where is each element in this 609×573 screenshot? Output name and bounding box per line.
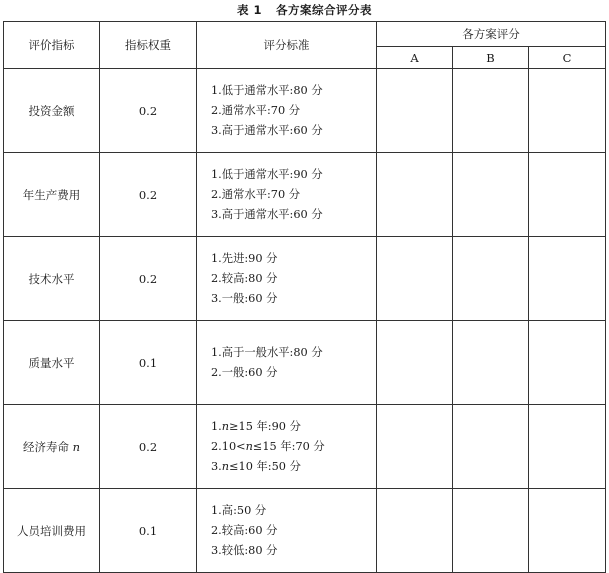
score-cell-b <box>453 489 529 573</box>
indicator-cell: 年生产费用 <box>4 153 100 237</box>
header-indicator: 评价指标 <box>4 22 100 69</box>
criteria-cell <box>197 237 377 321</box>
criteria-line: 2.通常水平:70 分 <box>211 103 301 117</box>
table-row <box>4 69 606 153</box>
criteria-cell <box>197 405 377 489</box>
criteria-line: 3.高于通常水平:60 分 <box>211 207 323 221</box>
criteria-line: 1.低于通常水平:80 分 <box>211 83 323 97</box>
weight-cell: 0.1 <box>100 489 197 573</box>
criteria-line: 2.通常水平:70 分 <box>211 187 301 201</box>
table-row <box>4 153 606 237</box>
score-cell-c <box>529 153 606 237</box>
score-cell-c <box>529 321 606 405</box>
caption-title: 各方案综合评分表 <box>276 3 372 17</box>
weight-cell: 0.2 <box>100 405 197 489</box>
table-row <box>4 321 606 405</box>
score-cell-b <box>453 153 529 237</box>
indicator-cell: 技术水平 <box>4 237 100 321</box>
criteria-line: 1.低于通常水平:90 分 <box>211 167 323 181</box>
score-cell-c <box>529 69 606 153</box>
criteria-line: 3.一般:60 分 <box>211 291 278 305</box>
criteria-line: 3.n≤10 年:50 分 <box>211 459 301 473</box>
indicator-cell: 质量水平 <box>4 321 100 405</box>
table-row <box>4 489 606 573</box>
weight-cell: 0.1 <box>100 321 197 405</box>
weight-cell: 0.2 <box>100 153 197 237</box>
score-cell-b <box>453 69 529 153</box>
criteria-line: 1.高:50 分 <box>211 503 267 517</box>
score-cell-c <box>529 405 606 489</box>
indicator-cell: 经济寿命 n <box>4 405 100 489</box>
criteria-line: 1.先进:90 分 <box>211 251 278 265</box>
score-cell-a <box>377 153 453 237</box>
criteria-line: 2.较高:60 分 <box>211 523 278 537</box>
score-cell-c <box>529 237 606 321</box>
criteria-line: 2.较高:80 分 <box>211 271 278 285</box>
score-cell-a <box>377 237 453 321</box>
criteria-line: 2.10<n≤15 年:70 分 <box>211 439 325 453</box>
caption-label: 表 1 <box>236 3 262 17</box>
table-row <box>4 405 606 489</box>
criteria-cell <box>197 69 377 153</box>
criteria-cell <box>197 153 377 237</box>
weight-cell: 0.2 <box>100 237 197 321</box>
header-scheme-b: B <box>453 47 529 69</box>
score-cell-c <box>529 489 606 573</box>
header-weight: 指标权重 <box>100 22 197 69</box>
criteria-line: 2.一般:60 分 <box>211 365 278 379</box>
criteria-cell <box>197 321 377 405</box>
table-body <box>4 69 606 573</box>
criteria-line: 1.高于一般水平:80 分 <box>211 345 323 359</box>
header-row <box>4 22 606 47</box>
score-cell-b <box>453 405 529 489</box>
table-row <box>4 237 606 321</box>
indicator-cell: 人员培训费用 <box>4 489 100 573</box>
score-cell-a <box>377 69 453 153</box>
indicator-cell: 投资金额 <box>4 69 100 153</box>
scoring-table <box>3 21 606 573</box>
score-cell-b <box>453 237 529 321</box>
table-caption <box>0 2 609 18</box>
criteria-line: 3.较低:80 分 <box>211 543 278 557</box>
header-criteria: 评分标准 <box>197 22 377 69</box>
criteria-cell <box>197 489 377 573</box>
criteria-line: 3.高于通常水平:60 分 <box>211 123 323 137</box>
header-scheme-c: C <box>529 47 606 69</box>
score-cell-a <box>377 405 453 489</box>
score-cell-a <box>377 489 453 573</box>
criteria-line: 1.n≥15 年:90 分 <box>211 419 301 433</box>
score-cell-b <box>453 321 529 405</box>
header-schemes: 各方案评分 <box>377 22 606 47</box>
weight-cell: 0.2 <box>100 69 197 153</box>
score-cell-a <box>377 321 453 405</box>
header-scheme-a: A <box>377 47 453 69</box>
